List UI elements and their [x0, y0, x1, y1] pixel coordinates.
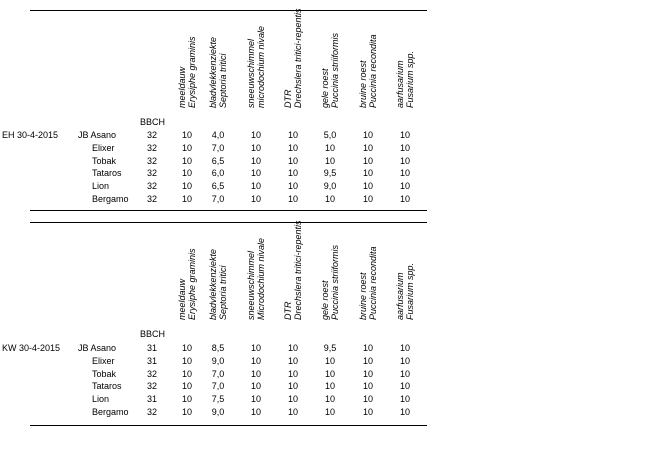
- score-cell: 10: [250, 194, 261, 204]
- table-row: [30, 368, 427, 380]
- score-cell: 10: [324, 407, 335, 417]
- score-cell: 10: [362, 181, 373, 192]
- score-cell: 10: [181, 155, 192, 166]
- variety-name: Bergamo: [92, 194, 129, 204]
- column-latin-name: Erysiphe graminis: [187, 248, 197, 320]
- score-cell: 9,0: [211, 355, 225, 366]
- score-cell: 10: [362, 130, 373, 140]
- score-cell: 10: [181, 394, 192, 405]
- table-top-rule: [30, 10, 427, 11]
- score-cell: 10: [250, 168, 261, 179]
- score-cell: 10: [181, 381, 192, 392]
- score-cell: 10: [399, 407, 410, 417]
- score-cell: 7,0: [211, 381, 225, 392]
- variety-name: Lion: [92, 394, 110, 405]
- score-cell: 9,0: [323, 181, 337, 192]
- column-latin-name: Drechslera tritici-repentis: [293, 220, 303, 320]
- column-common-name: DTR: [283, 301, 293, 320]
- score-cell: 10: [362, 142, 373, 153]
- score-cell: 10: [399, 381, 410, 392]
- score-cell: 10: [287, 355, 298, 366]
- score-cell: 10: [362, 394, 373, 405]
- column-latin-name: Puccinia recondita: [368, 246, 378, 320]
- score-cell: 10: [287, 142, 298, 153]
- bbch-header: BBCH: [140, 329, 166, 339]
- score-cell: 10: [250, 368, 261, 379]
- score-cell: 10: [287, 130, 298, 140]
- column-common-name: bladvlekkenziekte: [208, 248, 218, 320]
- column-common-name: meeldauw: [177, 278, 187, 320]
- variety-name: JB Asano: [78, 343, 117, 353]
- column-common-name: gele roest: [320, 68, 330, 108]
- score-cell: 10: [399, 355, 410, 366]
- score-cell: 5,0: [323, 130, 337, 140]
- variety-name: JB Asano: [78, 130, 117, 140]
- score-cell: 10: [287, 381, 298, 392]
- score-cell: 10: [362, 168, 373, 179]
- table-row: [30, 180, 427, 192]
- bbch-value: 31: [146, 343, 157, 353]
- score-cell: 10: [362, 355, 373, 366]
- score-cell: 10: [362, 368, 373, 379]
- table-row: [30, 193, 427, 205]
- table-row: [30, 406, 427, 418]
- trial-location-date: KW 30-4-2015: [2, 343, 61, 353]
- column-common-name: sneeuwschimmel: [246, 38, 256, 108]
- column-latin-name: Septoria tritici: [218, 53, 228, 108]
- column-header-text: [208, 249, 228, 320]
- bbch-value: 31: [146, 394, 157, 405]
- column-header-text: [358, 34, 378, 108]
- bbch-value: 32: [146, 381, 157, 392]
- score-cell: 10: [324, 155, 335, 166]
- bbch-value: 32: [146, 407, 157, 417]
- column-latin-name: Fusarium spp.: [405, 50, 415, 108]
- bbch-value: 32: [146, 194, 157, 204]
- column-header-text: [246, 26, 266, 108]
- score-cell: 10: [362, 155, 373, 166]
- column-latin-name: microdochium nivale: [256, 25, 266, 108]
- column-header-text: [395, 263, 415, 320]
- score-cell: 10: [181, 142, 192, 153]
- bbch-value: 32: [146, 142, 157, 153]
- score-cell: 9,0: [211, 407, 225, 417]
- table-row: [30, 380, 427, 392]
- score-cell: 10: [181, 181, 192, 192]
- score-cell: 10: [250, 394, 261, 405]
- bbch-value: 31: [146, 355, 157, 366]
- score-cell: 10: [250, 142, 261, 153]
- score-cell: 10: [181, 168, 192, 179]
- score-cell: 9,5: [323, 343, 337, 353]
- column-latin-name: Puccinia recondita: [368, 34, 378, 108]
- score-cell: 10: [181, 355, 192, 366]
- column-header-text: [208, 37, 228, 108]
- column-latin-name: Septoria tritici: [218, 265, 228, 320]
- bbch-value: 32: [146, 155, 157, 166]
- score-cell: 6,0: [211, 168, 225, 179]
- score-cell: 10: [362, 343, 373, 353]
- score-cell: 6,5: [211, 155, 225, 166]
- column-header-text: [320, 245, 340, 320]
- variety-name: Tataros: [92, 381, 122, 392]
- score-cell: 10: [287, 181, 298, 192]
- score-cell: 10: [399, 142, 410, 153]
- column-header-text: [283, 220, 303, 320]
- table-top-rule: [30, 222, 427, 223]
- score-cell: 10: [181, 343, 192, 353]
- score-cell: 10: [399, 194, 410, 204]
- score-cell: 7,5: [211, 394, 225, 405]
- column-common-name: gele roest: [320, 280, 330, 320]
- score-cell: 10: [181, 194, 192, 204]
- column-header-text: [246, 238, 266, 320]
- score-cell: 10: [324, 394, 335, 405]
- score-cell: 10: [362, 381, 373, 392]
- score-cell: 9,5: [323, 168, 337, 179]
- score-cell: 10: [399, 368, 410, 379]
- score-cell: 10: [287, 368, 298, 379]
- score-cell: 8,5: [211, 343, 225, 353]
- column-header-text: [177, 36, 197, 108]
- column-common-name: bruine roest: [358, 272, 368, 320]
- score-cell: 10: [250, 381, 261, 392]
- score-cell: 4,0: [211, 130, 225, 140]
- score-cell: 10: [181, 368, 192, 379]
- score-cell: 10: [287, 155, 298, 166]
- score-cell: 10: [250, 407, 261, 417]
- score-cell: 10: [362, 194, 373, 204]
- score-cell: 10: [399, 155, 410, 166]
- bbch-header: BBCH: [140, 117, 166, 127]
- score-cell: 10: [250, 130, 261, 140]
- column-header-text: [177, 248, 197, 320]
- score-cell: 10: [399, 394, 410, 405]
- score-cell: 10: [324, 381, 335, 392]
- score-cell: 10: [287, 407, 298, 417]
- variety-name: Elixer: [92, 142, 115, 153]
- score-cell: 10: [250, 155, 261, 166]
- table-bottom-rule: [30, 210, 427, 211]
- column-common-name: meeldauw: [177, 66, 187, 108]
- score-cell: 10: [362, 407, 373, 417]
- column-common-name: aarfusarium: [395, 60, 405, 108]
- score-cell: 10: [287, 343, 298, 353]
- bbch-value: 32: [146, 130, 157, 140]
- variety-name: Lion: [92, 181, 110, 192]
- column-latin-name: Puccinia striiformis: [330, 244, 340, 320]
- variety-name: Bergamo: [92, 407, 129, 417]
- score-cell: 10: [250, 181, 261, 192]
- column-common-name: sneeuwschimmel: [246, 250, 256, 320]
- score-cell: 10: [324, 368, 335, 379]
- score-cell: 10: [181, 130, 192, 140]
- score-cell: 10: [250, 343, 261, 353]
- column-latin-name: Drechslera tritici-repentis: [293, 8, 303, 108]
- score-cell: 7,0: [211, 368, 225, 379]
- column-latin-name: Microdochium nivale: [256, 237, 266, 320]
- score-cell: 10: [287, 168, 298, 179]
- table-bottom-rule: [30, 425, 427, 426]
- table-row: [30, 142, 427, 154]
- column-common-name: bladvlekkenziekte: [208, 36, 218, 108]
- variety-name: Tobak: [92, 368, 117, 379]
- score-cell: 10: [399, 181, 410, 192]
- column-latin-name: Puccinia striiformis: [330, 32, 340, 108]
- column-common-name: bruine roest: [358, 60, 368, 108]
- variety-name: Tobak: [92, 155, 117, 166]
- score-cell: 7,0: [211, 194, 225, 204]
- column-latin-name: Erysiphe graminis: [187, 36, 197, 108]
- table-row: [30, 355, 427, 367]
- column-header-text: [283, 8, 303, 108]
- score-cell: 6,5: [211, 181, 225, 192]
- variety-name: Elixer: [92, 355, 115, 366]
- score-cell: 10: [287, 394, 298, 405]
- variety-name: Tataros: [92, 168, 122, 179]
- table-row: [30, 393, 427, 405]
- score-cell: 10: [324, 355, 335, 366]
- column-header-text: [320, 33, 340, 108]
- table-row: [30, 167, 427, 179]
- table-row: [30, 155, 427, 167]
- bbch-value: 32: [146, 368, 157, 379]
- score-cell: 10: [181, 407, 192, 417]
- column-header-text: [395, 51, 415, 108]
- table-row: [2, 129, 427, 141]
- column-header-text: [358, 246, 378, 320]
- bbch-value: 32: [146, 168, 157, 179]
- score-cell: 10: [324, 142, 335, 153]
- table-row: [2, 342, 427, 354]
- score-cell: 10: [399, 343, 410, 353]
- score-cell: 10: [399, 168, 410, 179]
- trial-location-date: EH 30-4-2015: [2, 130, 59, 140]
- score-cell: 10: [399, 130, 410, 140]
- bbch-value: 32: [146, 181, 157, 192]
- score-cell: 10: [250, 355, 261, 366]
- score-cell: 7,0: [211, 142, 225, 153]
- score-cell: 10: [324, 194, 335, 204]
- column-latin-name: Fusarium spp.: [405, 262, 415, 320]
- score-cell: 10: [287, 194, 298, 204]
- column-common-name: aarfusarium: [395, 272, 405, 320]
- column-common-name: DTR: [283, 89, 293, 108]
